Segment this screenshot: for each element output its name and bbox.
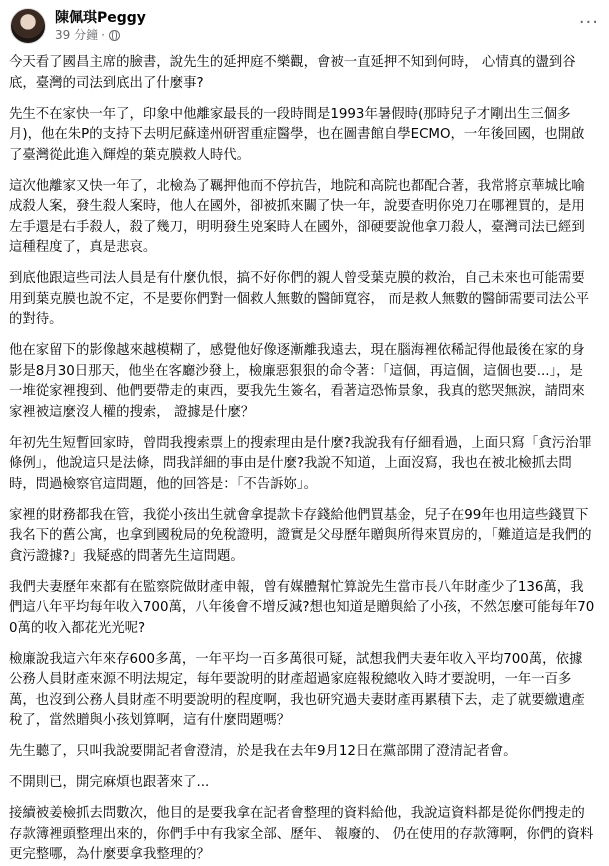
post-timestamp-row [55, 27, 146, 43]
globe-icon [109, 30, 120, 41]
post-paragraph: 這次他離家又快一年了，北檢為了羈押他而不停抗告，地院和高院也都配合著，我常將京華城比喻成殺人案，發生殺人案時，他人在國外，卻被抓來關了快一年，說要查明你兇刀在哪裡買的，是用左手還是右手殺人，殺了幾刀，明明發生兇案時人在國外，卻硬要說他拿刀殺人，臺灣司法已經到這種程度了，真是悲哀。 [9, 178, 585, 255]
post-paragraph: 我們夫妻歷年來都有在監察院做財產申報，曾有媒體幫忙算說先生當市長八年財產少了136萬，我們這八年平均每年收入700萬，八年後會不增反減?想也知道是贈與給了小孩，不然怎麼可能每年700萬的收入都花光光呢? [9, 579, 595, 636]
post-paragraph: 先生聽了，只叫我說要開記者會澄清，於是我在去年9月12日在黨部開了澄清記者會。 [9, 744, 517, 759]
post-paragraph: 接續被姜檢抓去問數次，他目的是要我拿在記者會整理的資料給他，我說這資料都是從你們搜走的存款簿裡頭整理出來的，你們手中有我家全部、歷年、 報廢的、 仍在使用的存款簿啊，你們的資料更完整哪，為什麼要拿我整理的？ [9, 806, 594, 862]
post-paragraph: 他在家留下的影像越來越模糊了，感覺他好像逐漸離我遠去，現在腦海裡依稀記得他最後在家的身影是8月30日那天，他坐在客廳沙發上，檢廉惡狠狠的命令著：「這個，再這個，這個也要...」，是一堆從家裡搜到、他們要帶走的東西，要我先生簽名，看著這恐怖景象，我真的慾哭無淚，請問來家裡被這麼沒人權的搜索， 證據是什麼？ [9, 343, 585, 420]
time-separator: · [101, 28, 105, 42]
post-header [8, 0, 599, 52]
post-time[interactable]: 39 分鐘 [55, 28, 99, 42]
post-paragraph: 到底他跟這些司法人員是有什麼仇恨，搞不好你們的親人曾受葉克膜的救治，自己未來也可能需要用到葉克膜也說不定，不是要你們對一個救人無數的醫師寬容， 而是救人無數的醫師需要司法公平的對待。 [9, 271, 590, 327]
post-paragraph: 家裡的財務都我在管，我從小孩出生就會拿提款卡存錢給他們買基金，兒子在99年也用這些錢買下我名下的舊公寓，也拿到國稅局的免稅證明，證實是父母歷年贈與所得來買房的，「難道這是我們的貪污證據?」我疑惑的問著先生這問題。 [9, 507, 592, 564]
post-meta [55, 9, 146, 43]
post-paragraph: 先生不在家快一年了，印象中他離家最長的一段時間是1993年暑假時(那時兒子才剛出生三個多月)，他在朱P的支持下去明尼蘇達州研習重症醫學，也在圖書館自學ECMO，一年後回國，也開啟了臺灣從此進入輝煌的葉克膜救人時代。 [9, 106, 585, 163]
more-options-icon[interactable]: ··· [578, 12, 599, 33]
author-name[interactable]: 陳佩琪Peggy [55, 10, 146, 26]
post-paragraph: 檢廉說我這六年來存600多萬，一年平均一百多萬很可疑，試想我們夫妻年收入平均700萬，依據公務人員財產來源不明法規定，每年要說明的財產超過家庭報稅總收入時才要說明，一年一百多萬，也沒到公務人員財產不明要說明的程度啊，我也研究過夫妻財產再累積下去，走了就要繳遺產稅了，當然贈與小孩划算啊，這有什麼問題嗎？ [9, 651, 585, 728]
post-paragraph: 今天看了國昌主席的臉書，說先生的延押庭不樂觀，會被一直延押不知到何時， 心情真的盪到谷底，臺灣的司法到底出了什麼事? [9, 55, 576, 91]
post-paragraph: 不開則已，開完麻煩也跟著來了... [9, 775, 210, 790]
avatar[interactable] [10, 8, 46, 44]
post-paragraph: 年初先生短暫回家時，曾問我搜索票上的搜索理由是什麼?我說我有仔細看過，上面只寫「貪污治罪條例」，他說這只是法條，問我詳細的事由是什麼?我說不知道，上面沒寫，我也在被北檢抓去問時，問過檢察官這問題，他的回答是：「不告訴妳」。 [9, 435, 592, 492]
